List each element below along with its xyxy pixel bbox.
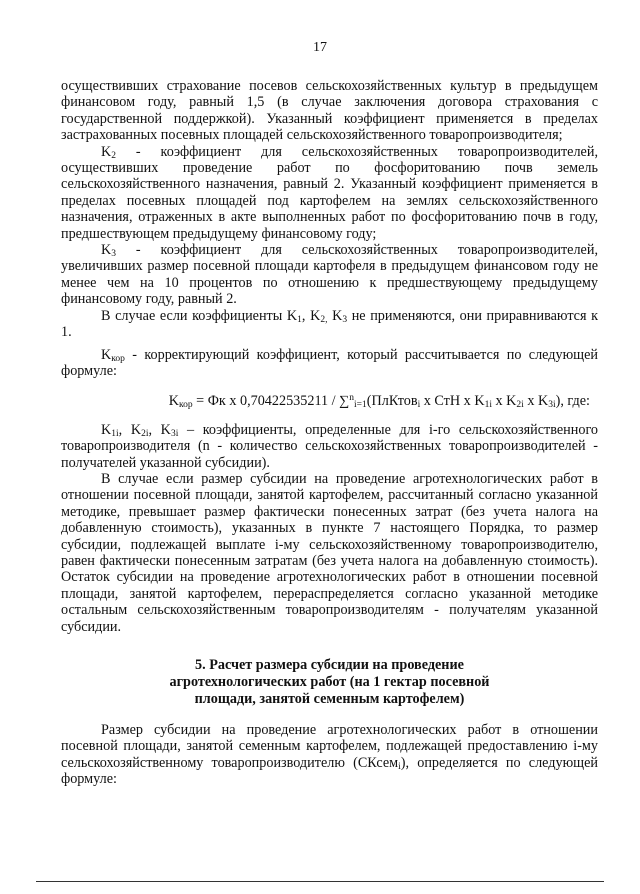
formula-kkor	[61, 393, 598, 409]
formula-text: x K	[491, 393, 517, 410]
k3-subscript: 3	[111, 249, 116, 260]
text-fragment: K	[327, 307, 343, 324]
formula-subscript: i	[417, 400, 421, 411]
paragraph-k2	[61, 144, 598, 242]
formula-subscript: кор	[178, 400, 193, 411]
page-number: 17	[313, 40, 327, 55]
text-fragment: В случае если коэффициенты K	[101, 307, 298, 324]
subscript: 1	[297, 314, 302, 325]
subscript: 3i	[170, 428, 179, 439]
subscript: 2,	[320, 314, 328, 325]
paragraph-coefficients-not-applied	[61, 308, 598, 341]
formula-text: x K	[523, 393, 549, 410]
k2-description: - коэффициент для сельскохозяйственных товаропроизводителей, осуществивших проведение работ по фосфоритованию почв земель сельскохозяйственного назначения, равный 2. Указанный коэффициент применяется в пределах посевных площадей под картофелем на землях сельскохозяйственного назначения, отраженных в акте выполненных работ по фосфоритованию почв в году, предшествующем предыдущему финансовому году;	[61, 143, 598, 242]
page-bottom-rule	[36, 881, 604, 882]
k3-description: - коэффициент для сельскохозяйственных товаропроизводителей, увеличивших размер посевной площади картофеля в предыдущем финансовом году не менее чем на 10 процентов по отношению к предшествующему предыдущему финансовому году, равный 2.	[61, 242, 598, 308]
k2-symbol: K	[101, 143, 112, 160]
kkor-symbol: K	[101, 346, 112, 363]
formula-text: x СтН x K	[420, 393, 485, 410]
paragraph-k-i-definition	[61, 422, 598, 471]
formula-superscript: n	[349, 393, 355, 404]
spacer	[61, 635, 598, 647]
paragraph-seed-potato-subsidy	[61, 722, 598, 788]
paragraph-insurance-continuation: осуществивших страхование посевов сельскохозяйственных культур в предыдущем финансовом году, равный 1,5 (в случае заключения договора страхования с государственной поддержкой). Указанный коэффициент применяется в пределах застрахованных посевных площадей сельскохозяйственного товаропроизводителя;	[61, 78, 598, 144]
heading-line: площади, занятой семенным картофелем)	[194, 691, 465, 707]
sum-symbol: ∑	[339, 393, 350, 410]
heading-line: 5. Расчет размера субсидии на проведение	[195, 657, 464, 673]
text-fragment: ), определяется по следующей формуле:	[61, 754, 598, 788]
text-fragment: не применяются, они приравниваются к 1.	[61, 307, 599, 341]
formula-subscript: i=1	[354, 400, 367, 411]
paragraph-kkor	[61, 347, 598, 380]
formula-subscript: 1i	[484, 400, 492, 411]
text-fragment: – коэффициенты, определенные для i-го сельскохозяйственного товаропроизводителя (n - количество сельскохозяйственных товаропроизводителей - получателей указанной субсидии).	[61, 421, 599, 471]
text-fragment: K	[101, 421, 112, 438]
text-fragment: , K	[301, 307, 321, 324]
subscript: i	[398, 761, 401, 772]
document-body	[61, 78, 598, 788]
text-fragment: Размер субсидии на проведение агротехнологических работ в отношении посевной площади, занятой семенным картофелем, подлежащей предоставлению i-му сельскохозяйственному товаропроизводителю (СКсем	[61, 722, 598, 771]
paragraph-k3	[61, 242, 598, 308]
paragraph-subsidy-excess: В случае если размер субсидии на проведение агротехнологических работ в отношении посевной площади, занятой картофелем, рассчитанный согласно указанной методике, превышает размер фактически понесенных затрат (без учета налога на добавленную стоимость), указанных в пункте 7 настоящего Порядка, то размер субсидии, подлежащей выплате i-му сельскохозяйственному товаропроизводителю, равен фактически понесенным затратам (без учета налога на добавленную стоимость). Остаток субсидии на проведение агротехнологических работ в отношении посевной площади, занятой картофелем, перераспределяется согласно указанной методике остальным сельскохозяйственным товаропроизводителям - получателям указанной субсидии.	[61, 470, 598, 635]
formula-text: K	[168, 393, 179, 410]
heading-line: агротехнологических работ (на 1 гектар посевной	[169, 674, 490, 690]
formula-subscript: 3i	[548, 400, 556, 411]
text-fragment: , K	[148, 421, 171, 438]
kkor-description: - корректирующий коэффициент, который рассчитывается по следующей формуле:	[61, 346, 598, 379]
subscript: 1i	[111, 428, 119, 439]
section-heading	[61, 657, 598, 708]
text-fragment: , K	[118, 421, 142, 438]
k3-symbol: K	[101, 242, 112, 259]
formula-subscript: 2i	[516, 400, 524, 411]
formula-text: (ПлКтов	[366, 393, 418, 410]
formula-text: ), где:	[555, 393, 590, 410]
subscript: 2i	[141, 428, 149, 439]
k2-subscript: 2	[111, 150, 116, 161]
formula-text: = Фк x 0,70422535211 /	[192, 393, 340, 410]
kkor-subscript: кор	[111, 353, 125, 364]
subscript: 3	[342, 314, 348, 325]
